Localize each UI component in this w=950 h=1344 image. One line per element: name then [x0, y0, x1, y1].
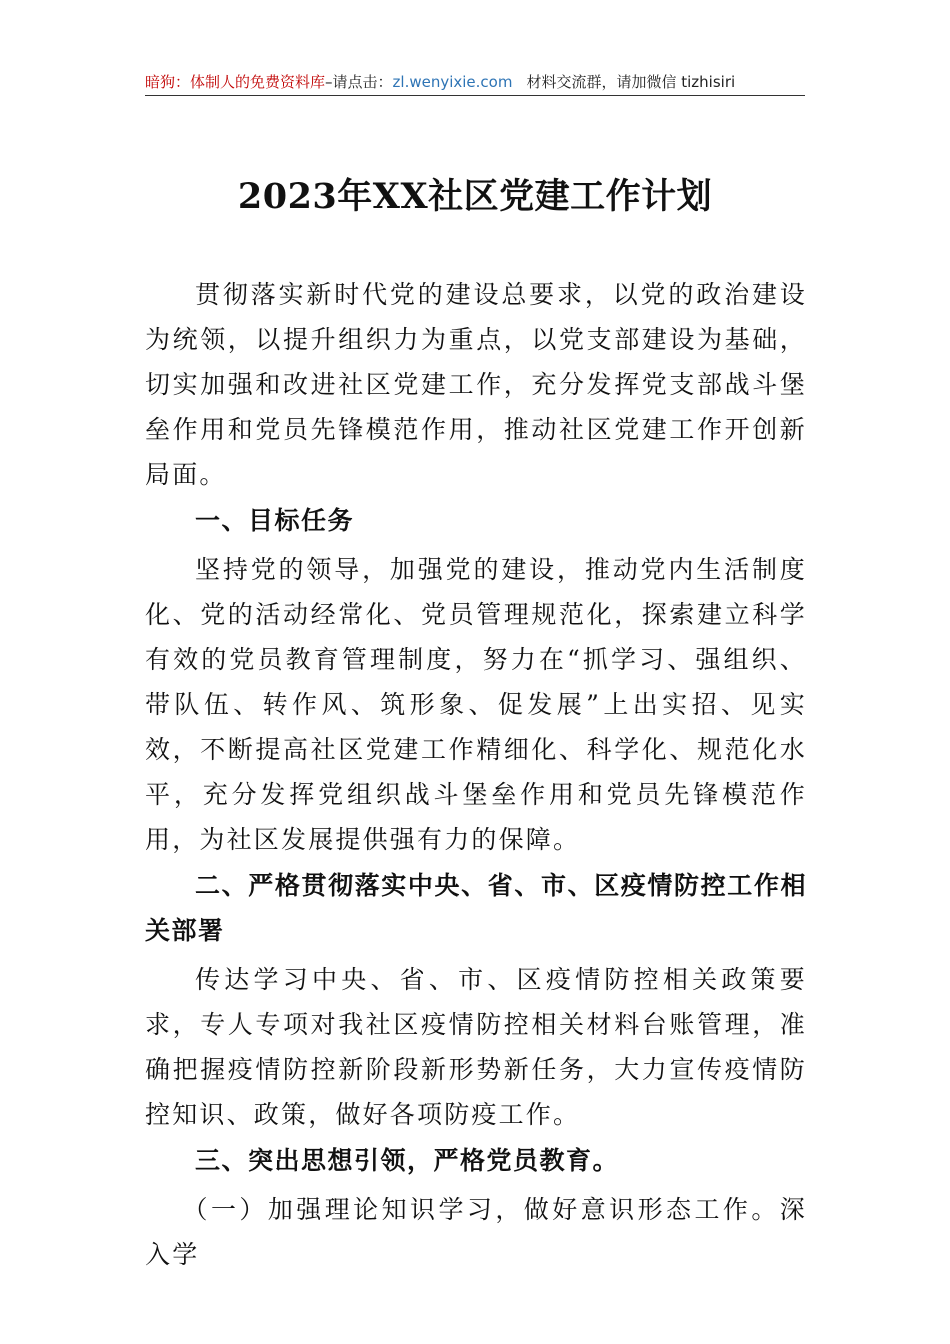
document-body: [145, 272, 807, 1277]
header-group-note: 材料交流群，请加微信 tizhisiri: [526, 73, 736, 91]
page-header: [145, 70, 805, 94]
section-2-paragraph: 传达学习中央、省、市、区疫情防控相关政策要求，专人专项对我社区疫情防控相关材料台账管理，准确把握疫情防控新阶段新形势新任务，大力宣传疫情防控知识、政策，做好各项防疫工作。: [145, 965, 807, 1129]
section-heading-3: 三、突出思想引领，严格党员教育。: [195, 1146, 620, 1175]
header-divider: [145, 95, 805, 96]
header-brand: 暗狗：体制人的免费资料库: [145, 73, 326, 91]
header-url-link[interactable]: zl.wenyixie.com: [392, 73, 513, 91]
section-heading-2: 二、严格贯彻落实中央、省、市、区疫情防控工作相关部署: [145, 871, 807, 945]
intro-paragraph: 贯彻落实新时代党的建设总要求，以党的政治建设为统领，以提升组织力为重点，以党支部建设为基础，切实加强和改进社区党建工作，充分发挥党支部战斗堡垒作用和党员先锋模范作用，推动社区党建工作开创新局面。: [145, 280, 807, 489]
section-1-paragraph: 坚持党的领导，加强党的建设，推动党内生活制度化、党的活动经常化、党员管理规范化，探索建立科学有效的党员教育管理制度，努力在“抓学习、强组织、带队伍、转作风、筑形象、促发展”上出实招、见实效，不断提高社区党建工作精细化、科学化、规范化水平，充分发挥党组织战斗堡垒作用和党员先锋模范作用，为社区发展提供强有力的保障。: [145, 555, 807, 854]
subsection-1-paragraph: （一）加强理论知识学习，做好意识形态工作。深入学: [145, 1195, 807, 1269]
document-title: 2023年XX社区党建工作计划: [237, 176, 713, 217]
section-heading-1: 一、目标任务: [195, 506, 355, 535]
header-click-prompt: –请点击：: [325, 73, 393, 91]
